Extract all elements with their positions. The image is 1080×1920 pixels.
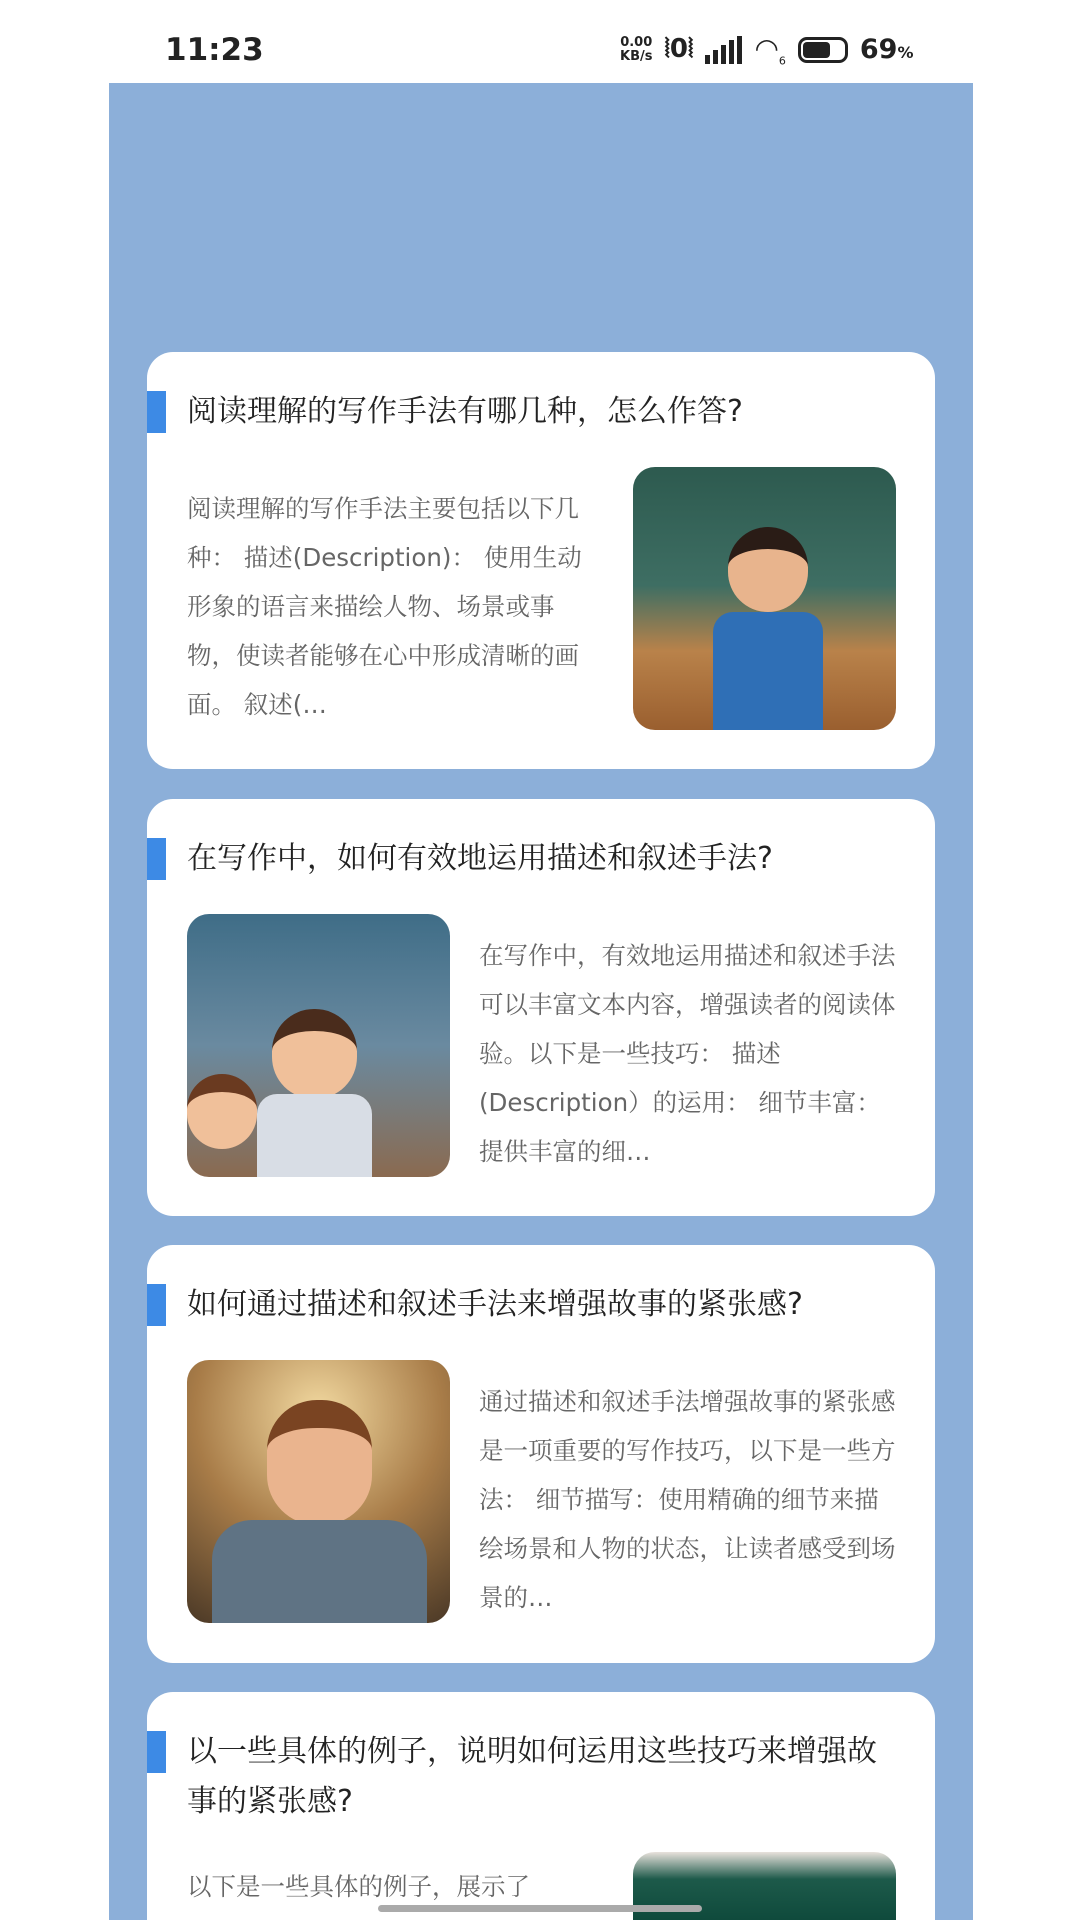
article-card[interactable] bbox=[147, 1245, 935, 1663]
character-head bbox=[728, 527, 808, 612]
title-accent bbox=[147, 1284, 166, 1326]
card-thumbnail[interactable] bbox=[633, 467, 896, 730]
card-title: 在写作中，如何有效地运用描述和叙述手法? bbox=[187, 841, 773, 876]
character-head bbox=[272, 1009, 357, 1099]
status-bar bbox=[0, 0, 1080, 83]
character-body bbox=[713, 612, 823, 730]
card-title: 如何通过描述和叙述手法来增强故事的紧张感? bbox=[187, 1287, 803, 1322]
card-thumbnail[interactable] bbox=[187, 1360, 450, 1623]
clock: 11:23 bbox=[165, 32, 264, 68]
character-body bbox=[212, 1520, 427, 1623]
character-head bbox=[187, 1074, 257, 1149]
title-accent bbox=[147, 391, 166, 433]
battery-icon bbox=[798, 37, 848, 63]
article-card[interactable] bbox=[147, 1692, 935, 1920]
character-head bbox=[267, 1400, 372, 1525]
net-speed-value: 0.00 bbox=[620, 34, 653, 50]
battery-percent bbox=[860, 34, 914, 65]
home-indicator[interactable] bbox=[378, 1905, 702, 1912]
wifi-badge: 6 bbox=[778, 54, 786, 68]
card-excerpt: 阅读理解的写作手法主要包括以下几种： 描述(Description)： 使用生动形象的语言来描绘人物、场景或事物，使读者能够在心中形成清晰的画面。 叙述(… bbox=[187, 494, 582, 719]
card-excerpt: 在写作中，有效地运用描述和叙述手法可以丰富文本内容，增强读者的阅读体验。以下是一些技巧： 描述(Description）的运用： 细节丰富：提供丰富的细… bbox=[479, 941, 896, 1166]
character-body bbox=[257, 1094, 372, 1177]
signal-icon bbox=[705, 36, 742, 64]
content-area[interactable] bbox=[109, 83, 973, 1920]
card-excerpt: 以下是一些具体的例子，展示了 bbox=[187, 1872, 530, 1901]
vibrate-icon: ⦚0⦚ bbox=[664, 34, 694, 65]
title-accent bbox=[147, 1731, 166, 1773]
card-excerpt: 通过描述和叙述手法增强故事的紧张感是一项重要的写作技巧，以下是一些方法： 细节描写：使用精确的细节来描绘场景和人物的状态，让读者感受到场景的… bbox=[479, 1387, 896, 1612]
battery-value: 69 bbox=[859, 34, 898, 66]
article-card[interactable] bbox=[147, 352, 935, 769]
article-card[interactable] bbox=[147, 799, 935, 1216]
net-speed-unit: KB/s bbox=[620, 48, 653, 64]
card-title: 阅读理解的写作手法有哪几种，怎么作答? bbox=[187, 394, 743, 429]
title-accent bbox=[147, 838, 166, 880]
network-speed bbox=[620, 36, 652, 64]
wifi-icon: $◠_6$ bbox=[754, 32, 786, 68]
card-title: 以一些具体的例子，说明如何运用这些技巧来增强故事的紧张感? bbox=[187, 1734, 877, 1819]
card-thumbnail[interactable] bbox=[187, 914, 450, 1177]
battery-unit: % bbox=[897, 43, 914, 63]
